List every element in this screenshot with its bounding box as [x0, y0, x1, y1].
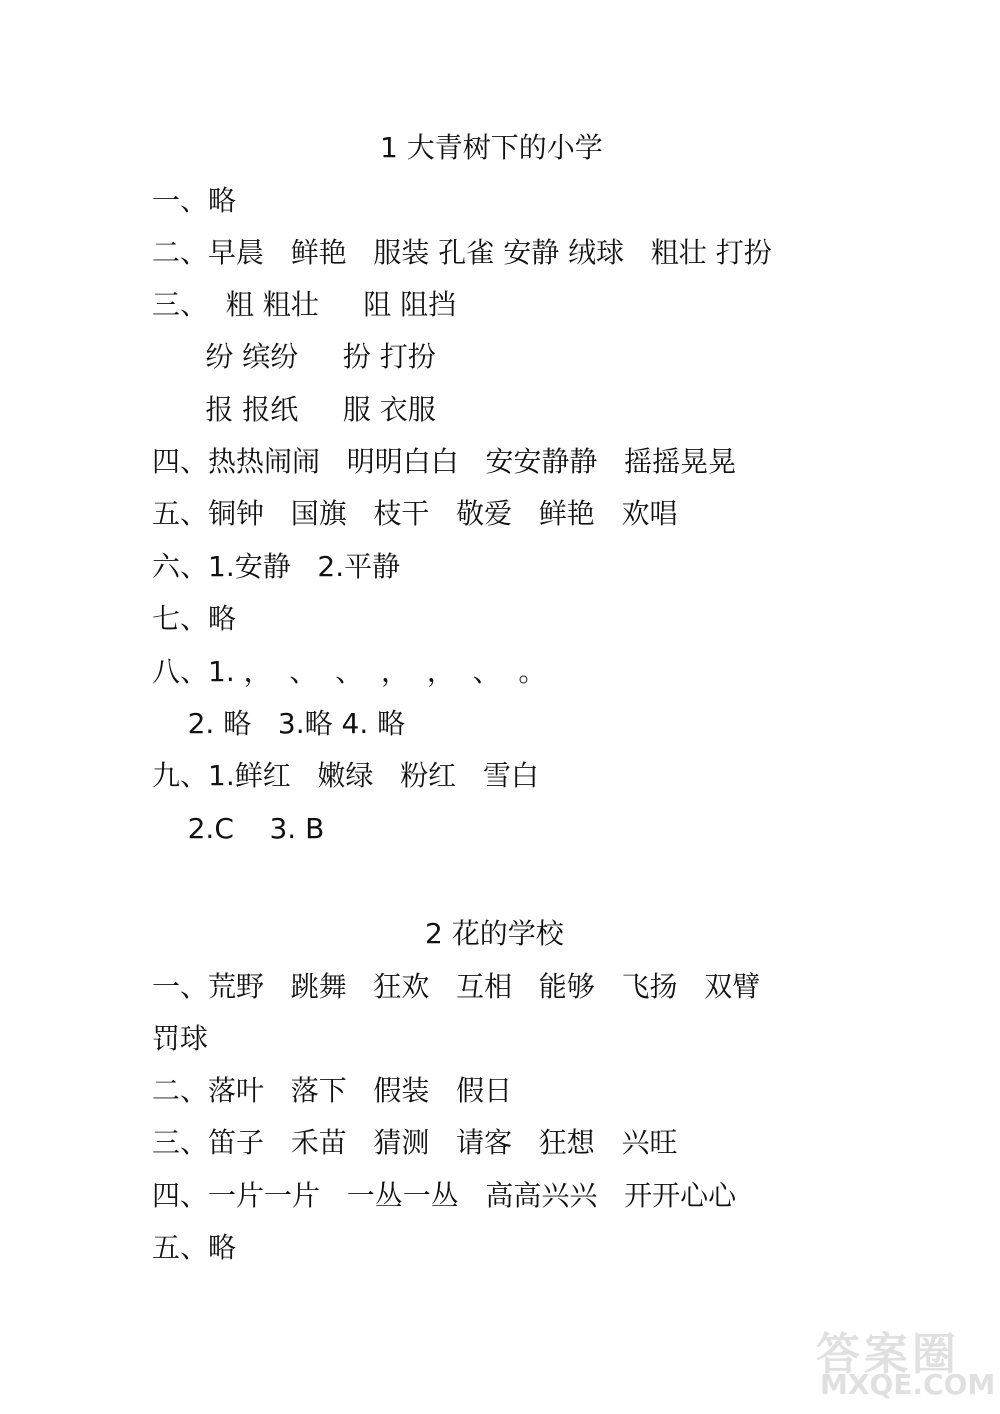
s1-line-10: 八、1. ， 、 、 ， ， 、 。	[152, 655, 547, 688]
s1-line-13: 2.C 3. B	[152, 812, 325, 845]
s2-line-3: 二、落叶 落下 假装 假日	[152, 1074, 513, 1107]
s1-line-8: 六、1.安静 2.平静	[152, 550, 401, 583]
watermark-logo: 答案圈	[816, 1329, 960, 1380]
s2-line-2: 罚球	[152, 1022, 209, 1055]
section-1-title: 1 大青树下的小学	[380, 131, 603, 164]
section-2-title: 2 花的学校	[425, 917, 564, 950]
s2-line-6: 五、略	[152, 1231, 237, 1264]
s1-line-7: 五、铜钟 国旗 枝干 敬爱 鲜艳 欢唱	[152, 497, 678, 530]
s1-line-1: 一、略	[152, 184, 237, 217]
s1-line-12: 九、1.鲜红 嫩绿 粉红 雪白	[152, 759, 539, 792]
s1-line-3: 三、 粗 粗壮 阻 阻挡	[152, 288, 457, 321]
s1-line-6: 四、热热闹闹 明明白白 安安静静 摇摇晃晃	[152, 445, 737, 478]
s1-line-4: 纷 缤纷 扮 打扮	[152, 340, 436, 373]
s1-line-9: 七、略	[152, 602, 237, 635]
watermark	[808, 1318, 996, 1404]
s1-line-2: 二、早晨 鲜艳 服装 孔雀 安静 绒球 粗壮 打扮	[152, 236, 772, 269]
s2-line-4: 三、笛子 禾苗 猜测 请客 狂想 兴旺	[152, 1126, 678, 1159]
watermark-site: MXQE.COM	[820, 1368, 996, 1401]
s2-line-1: 一、荒野 跳舞 狂欢 互相 能够 飞扬 双臂	[152, 970, 761, 1003]
s2-line-5: 四、一片一片 一丛一丛 高高兴兴 开开心心	[152, 1179, 737, 1212]
s1-line-11: 2. 略 3.略 4. 略	[152, 707, 406, 740]
s1-line-5: 报 报纸 服 衣服	[152, 393, 436, 426]
